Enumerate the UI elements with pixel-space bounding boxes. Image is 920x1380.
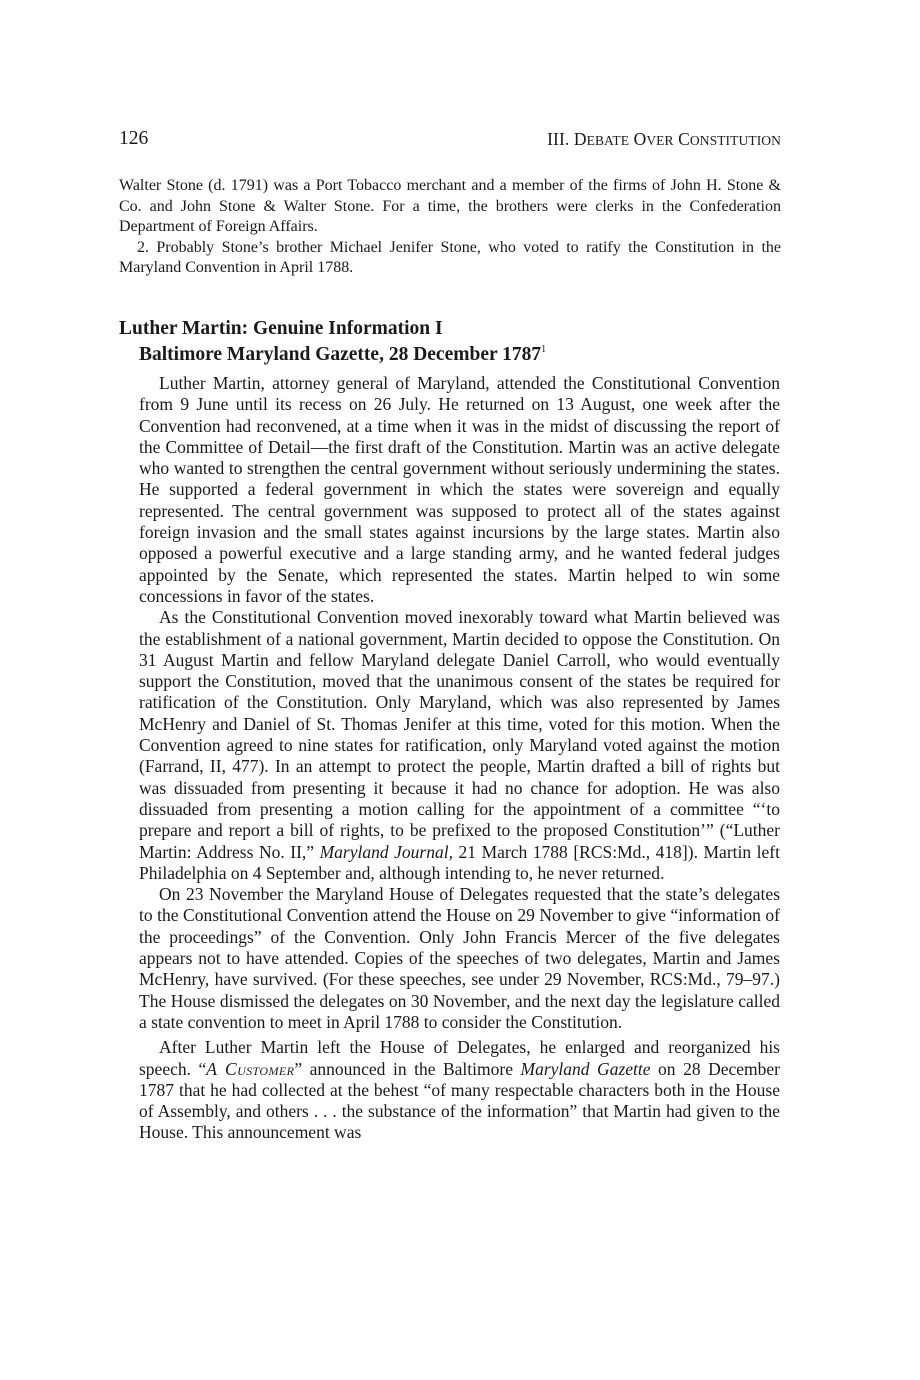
paragraph-2 [139,607,780,884]
document-title: Luther Martin: Genuine Information I [119,318,443,339]
maryland-gazette-title: Maryland Gazette [520,1058,651,1079]
footnote-continuation: Walter Stone (d. 1791) was a Port Tobacco merchant and a member of the firms of John H. Stone & Co. and John Stone & Walter Stone. For a time, the brothers were clerks in the Confederation Department of Foreign Affairs. [119,177,781,235]
paragraph-2-text-b: 21 March 1788 [RCS:Md., 418]). Martin left Philadelphia on 4 September and, although intending to, he never returned. [139,841,780,883]
page-number: 126 [119,128,149,149]
paragraph-4-text-b: ” announced in the Baltimore [294,1058,521,1079]
paragraph-1: Luther Martin, attorney general of Maryland, attended the Constitutional Convention from 9 June until its recess on 26 July. He returned on 13 August, one week after the Convention had reconvened, at a time when it was in the midst of discussing the report of the Committee of Detail—the first draft of the Constitution. Martin was an active delegate who wanted to strengthen the central government without seriously undermining the states. He supported a federal government in which the states were sovereign and equally represented. The central government was supposed to protect all of the states against foreign invasion and the small states against incursions by the large states. Martin also opposed a powerful executive and a large standing army, and he wanted federal judges appointed by the Senate, which represented the states. Martin helped to win some concessions in favor of the states. [139,373,780,606]
paragraph-4-text-a: After Luther Martin left the House of Delegates, he enlarged and reorganized his speech. “ [139,1037,780,1079]
document-heading [119,316,781,368]
document-source [119,342,781,368]
paragraph-4 [139,1037,780,1143]
running-head [119,128,781,158]
editorial-headnote [139,373,780,1144]
footnotes [119,176,781,279]
paragraph-4-text-c: on 28 December 1787 that he had collected at the behest “of many respectable characters both in the House of Assembly, and others . . . the substance of the information” that Martin had given to the House. This announcement was [139,1058,781,1143]
paragraph-2-text-a: As the Constitutional Convention moved inexorably toward what Martin believed was the establishment of a national government, Martin decided to oppose the Constitution. On 31 August Martin and fellow Maryland delegate Daniel Carroll, who would eventually support the Constitution, moved that the unanimous consent of the states be required for ratification of the Constitution. Only Maryland, which was also represented by James McHenry and Daniel of St. Thomas Jenifer at this time, voted for this motion. When the Convention agreed to nine states for ratification, only Maryland voted against the motion (Farrand, II, 477). In an attempt to protect the people, Martin drafted a bill of rights but was dissuaded from presenting it because it had no chance for adoption. He was also dissuaded from presenting a motion calling for the appointment of a committee “‘to prepare and report a bill of rights, to be prefixed to the proposed Constitution’” (“Luther Martin: Address No. II,” [139,607,780,862]
a-customer-pseudonym: A Customer [206,1058,295,1079]
footnote-reference: 1 [541,344,547,355]
maryland-journal-title: Maryland Journal, [319,841,453,862]
footnote-2: 2. Probably Stone’s brother Michael Jenifer Stone, who voted to ratify the Constitution in the Maryland Convention in April 1788. [119,238,781,276]
paragraph-3: On 23 November the Maryland House of Delegates requested that the state’s delegates to the Constitutional Convention attend the House on 29 November to give “information of the proceedings” of the Convention. Only John Francis Mercer of the five delegates appears not to have attended. Copies of the speeches of two delegates, Martin and James McHenry, have survived. (For these speeches, see under 29 November, RCS:Md., 79–97.) The House dismissed the delegates on 30 November, and the next day the legislature called a state convention to meet in April 1788 to consider the Constitution. [139,884,780,1032]
section-title: III. DEBATE OVER CONSTITUTION [547,129,781,149]
document-source-text: Baltimore Maryland Gazette, 28 December 1787 [139,344,542,365]
